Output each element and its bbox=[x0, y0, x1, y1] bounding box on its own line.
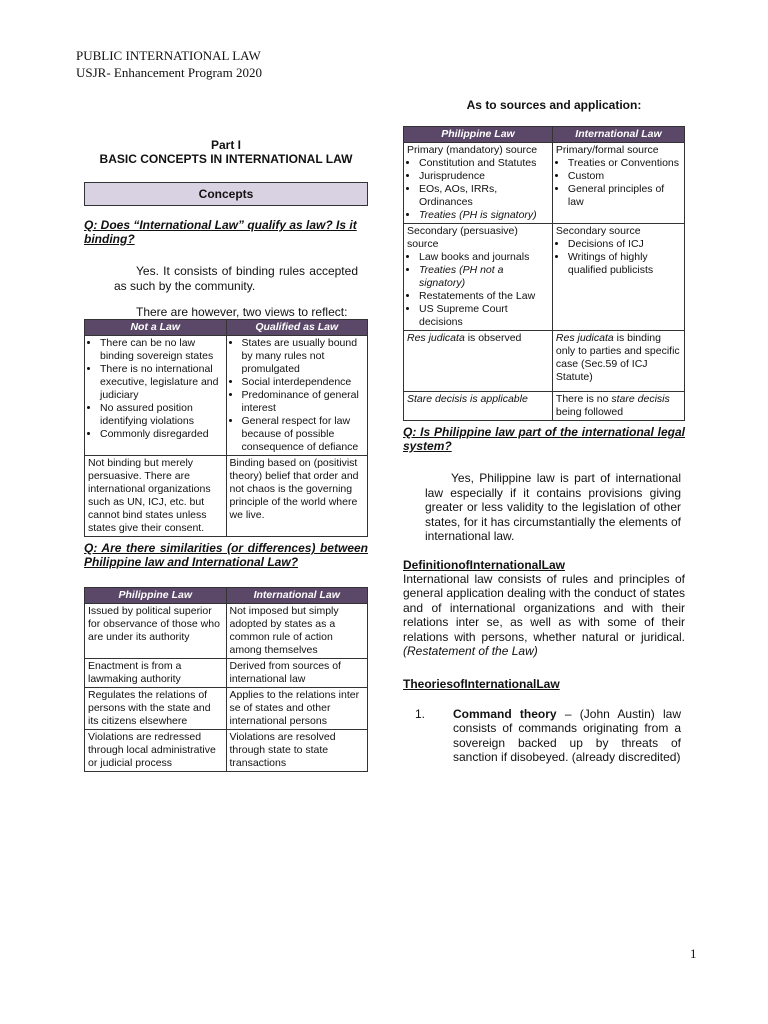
list-item: • There is no international executive, legislature and judiciary bbox=[100, 363, 223, 402]
table-cell: Violations are redressed through local administrative or judicial process bbox=[85, 730, 227, 772]
list-item: • General principles of law bbox=[568, 183, 681, 209]
table-cell bbox=[552, 331, 684, 392]
table-cell: Derived from sources of international law bbox=[226, 659, 368, 688]
cell-heading: Secondary source bbox=[555, 225, 641, 237]
list-item: • Jurisprudence bbox=[419, 170, 549, 183]
cell-text: There is no bbox=[555, 393, 612, 405]
table-cell: Not imposed but simply adopted by states as a common rule of action among themselves bbox=[226, 604, 368, 659]
cell-heading: Primary/formal source bbox=[555, 144, 659, 156]
compare-header-ph: Philippine Law bbox=[85, 588, 227, 604]
table-cell bbox=[552, 224, 684, 331]
list-item: • Custom bbox=[568, 170, 681, 183]
table-cell bbox=[552, 143, 684, 224]
sources-table bbox=[403, 126, 685, 421]
theory-1-text bbox=[453, 707, 681, 765]
cell-text: being followed bbox=[555, 406, 624, 418]
list-item: • EOs, AOs, IRRs, Ordinances bbox=[419, 183, 549, 209]
left-column bbox=[84, 138, 368, 772]
list-item: • Social interdependence bbox=[242, 376, 365, 389]
theory-1 bbox=[403, 707, 685, 765]
table-cell: Regulates the relations of persons with the state and its citizens elsewhere bbox=[85, 688, 227, 730]
part-title: BASIC CONCEPTS IN INTERNATIONAL LAW bbox=[99, 152, 353, 166]
cell-text: is observed bbox=[464, 332, 522, 344]
res-judicata-term: Res judicata bbox=[407, 332, 465, 344]
concepts-banner: Concepts bbox=[84, 182, 368, 206]
table-row bbox=[404, 331, 685, 392]
sources-title: As to sources and application: bbox=[466, 98, 642, 112]
table-cell: Stare decisis is applicable bbox=[404, 392, 553, 421]
views-header-not-law: Not a Law bbox=[85, 320, 227, 336]
question-1: Q: Does “International Law” qualify as law? Is it binding? bbox=[84, 218, 357, 246]
list-item: • Treaties or Conventions bbox=[568, 157, 681, 170]
views-cell-binding: Binding based on (positivist theory) belief that order and not chaos is the governing principle of the world where we live. bbox=[226, 456, 368, 537]
table-cell: Applies to the relations inter se of states and other international persons bbox=[226, 688, 368, 730]
list-item: • States are usually bound by many rules not promulgated bbox=[242, 337, 365, 376]
table-cell bbox=[552, 392, 684, 421]
table-row bbox=[85, 659, 368, 688]
table-cell bbox=[404, 331, 553, 392]
cell-heading: Secondary (persuasive) source bbox=[407, 225, 518, 250]
comparison-table bbox=[84, 587, 368, 772]
table-row bbox=[85, 688, 368, 730]
theories-heading: TheoriesofInternationalLaw bbox=[403, 676, 560, 691]
views-cell-qualified bbox=[226, 336, 368, 456]
views-header-qualified: Qualified as Law bbox=[226, 320, 368, 336]
table-row bbox=[85, 604, 368, 659]
header-program: USJR- Enhancement Program 2020 bbox=[76, 65, 262, 80]
list-item: • General respect for law because of possible consequence of defiance bbox=[242, 415, 365, 454]
table-cell: Enactment is from a lawmaking authority bbox=[85, 659, 227, 688]
table-cell bbox=[404, 143, 553, 224]
views-table bbox=[84, 319, 368, 537]
list-item: • Treaties (PH not a signatory) bbox=[419, 264, 549, 290]
cell-text: is binding only to parties and specific case (Sec.59 of ICJ Statute) bbox=[555, 332, 680, 383]
document-header bbox=[76, 47, 262, 81]
table-row bbox=[404, 143, 685, 224]
table-cell bbox=[404, 224, 553, 331]
question-2: Q: Are there similarities (or differences) between Philippine law and International Law? bbox=[84, 541, 368, 569]
header-course-title: PUBLIC INTERNATIONAL LAW bbox=[76, 48, 261, 63]
list-item: • US Supreme Court decisions bbox=[419, 303, 549, 329]
part-label: Part I bbox=[210, 138, 241, 152]
right-column bbox=[403, 98, 685, 765]
list-item: • Decisions of ICJ bbox=[568, 238, 681, 251]
res-judicata-term: Res judicata bbox=[555, 332, 614, 344]
list-item: • Writings of highly qualified publicists bbox=[568, 251, 681, 277]
list-item: • Predominance of general interest bbox=[242, 389, 365, 415]
list-item: • Commonly disregarded bbox=[100, 428, 223, 441]
theory-1-number: 1. bbox=[415, 706, 426, 721]
views-intro: There are however, two views to reflect: bbox=[136, 305, 348, 319]
sources-header-intl: International Law bbox=[552, 127, 684, 143]
list-item: • No assured position identifying violations bbox=[100, 402, 223, 428]
list-item: • Constitution and Statutes bbox=[419, 157, 549, 170]
page-number: 1 bbox=[690, 946, 697, 961]
question-3: Q: Is Philippine law part of the international legal system? bbox=[403, 425, 685, 453]
answer-1: Yes. It consists of binding rules accepted as such by the community. bbox=[114, 264, 358, 293]
views-cell-not-law bbox=[85, 336, 227, 456]
list-item: • There can be no law binding sovereign states bbox=[100, 337, 223, 363]
compare-header-intl: International Law bbox=[226, 588, 368, 604]
answer-3: Yes, Philippine law is part of international law especially if it contains provisions giving greater or less validity to the legislation of other states, for it has circumstantially the elements of international law. bbox=[425, 471, 681, 543]
definition-body bbox=[403, 572, 685, 659]
table-cell: Violations are resolved through state to state transactions bbox=[226, 730, 368, 772]
definition-text: International law consists of rules and principles of general application dealing with the conduct of states and of international organizations and with their relations inter se, as well as with some of their relations with persons, whether natural or juridical. bbox=[403, 571, 685, 644]
table-cell: Issued by political superior for observance of those who are under its authority bbox=[85, 604, 227, 659]
table-row bbox=[404, 392, 685, 421]
theory-1-name: Command theory bbox=[453, 706, 557, 721]
sources-header-ph: Philippine Law bbox=[404, 127, 553, 143]
table-row bbox=[404, 224, 685, 331]
table-row bbox=[85, 730, 368, 772]
list-item: • Law books and journals bbox=[419, 251, 549, 264]
stare-decisis-term: stare decisis bbox=[611, 393, 670, 405]
theory-1-body: – (John Austin) law consists of commands originating from a sovereign backed up by threats of sanction if disobeyed. (already discredited) bbox=[453, 706, 682, 764]
definition-citation: (Restatement of the Law) bbox=[403, 644, 538, 658]
list-item: • Treaties (PH is signatory) bbox=[419, 209, 549, 222]
definition-heading: DefinitionofInternationalLaw bbox=[403, 557, 565, 572]
views-cell-not-binding: Not binding but merely persuasive. There are international organizations such as UN, ICJ, etc. but cannot bind states unless states give their consent. bbox=[85, 456, 227, 537]
cell-heading: Primary (mandatory) source bbox=[407, 144, 538, 156]
list-item: • Restatements of the Law bbox=[419, 290, 549, 303]
